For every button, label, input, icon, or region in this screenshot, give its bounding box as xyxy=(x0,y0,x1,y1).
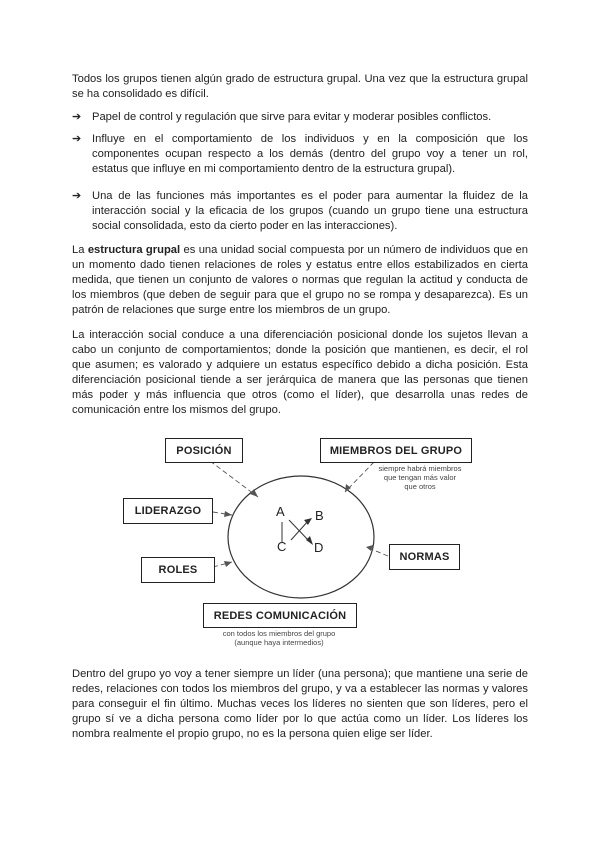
box-posicion: POSICIÓN xyxy=(165,438,243,463)
miembros-note-line: siempre habrá miembros xyxy=(378,464,462,473)
bullet-item xyxy=(72,189,528,234)
definition-pre: La xyxy=(72,244,88,256)
definition-post: es una unidad social compuesta por un número de individuos que en un momento dado tienen relaciones de roles y estatus entre ellos estabilizados en cierta medida, que tienen un conjunto de valores o normas que regulan la actitud y conducta de los miembros (que deben de seguir para que el grupo no se rompa y desaparezca). Es un patrón de relaciones que surge entre los miembros de un grupo. xyxy=(72,244,528,316)
box-liderazgo: LIDERAZGO xyxy=(123,498,213,524)
node-c: C xyxy=(277,539,287,554)
arrowheads xyxy=(224,484,373,567)
bullet-item xyxy=(72,132,528,177)
box-redes: REDES COMUNICACIÓN xyxy=(203,603,357,628)
arrowhead-b xyxy=(304,518,312,525)
arrowhead-liderazgo xyxy=(224,511,232,517)
arrowhead-posicion xyxy=(250,489,258,497)
redes-note-line: con todos los miembros del grupo xyxy=(222,629,336,638)
arrow-normas xyxy=(366,547,388,556)
bullet-item xyxy=(72,110,528,125)
miembros-note xyxy=(360,464,480,491)
definition-term: estructura grupal xyxy=(87,244,181,256)
group-circle xyxy=(228,476,374,598)
definition-paragraph xyxy=(72,243,528,318)
arrow-icon: ➔ xyxy=(72,111,82,123)
arrow-icon: ➔ xyxy=(72,190,82,202)
arrow-liderazgo xyxy=(213,512,232,515)
edge-c-b xyxy=(291,520,309,540)
intro-paragraph: Todos los grupos tienen algún grado de estructura grupal. Una vez que la estructura grupal se ha consolidado es difícil. xyxy=(72,73,528,100)
redes-note xyxy=(203,629,355,647)
box-normas: NORMAS xyxy=(389,544,460,570)
miembros-note-line: que otros xyxy=(404,482,436,491)
bullet-text: Papel de control y regulación que sirve para evitar y moderar posibles conflictos. xyxy=(92,111,492,123)
closing-paragraph: Dentro del grupo yo voy a tener siempre un líder (una persona); que mantiene una serie de redes, relaciones con todos los miembros del grupo, y va a establecer las normas y valores para conseguir el fin último. Muchas veces los líderes no sienten que son líderes, pero el grupo sí ve a dicha persona como líder por lo que actúa como un líder. Los líderes los nombra realmente el propio grupo, no es la persona quien elige ser líder. xyxy=(72,668,528,740)
node-d: D xyxy=(314,540,324,555)
bullet-text: Influye en el comportamiento de los individuos y en la composición que los componentes ocupan respecto a los demás (dentro del grupo voy a tener un rol, estatus que influye en mi comportamiento dentro de la estructura grupal). xyxy=(92,133,528,175)
interaction-paragraph: La interacción social conduce a una diferenciación posicional donde los sujetos llevan a cabo un conjunto de comportamientos; donde la posición que mantienen, es decir, el rol que asumen; es valorado y adquiere un estatus específico debido a dicha posición. Esta diferenciación posicional tiende a ser jerárquica de manera que las personas que tienen más poder y más influencia que otros (como el líder), que desarrolla unas redes de comunicación entre los mismos del grupo. xyxy=(72,329,528,416)
node-b: B xyxy=(315,508,324,523)
arrow-roles xyxy=(213,562,232,567)
bullet-list xyxy=(72,110,528,241)
miembros-note-line: que tengan más valor xyxy=(383,473,457,482)
box-roles: ROLES xyxy=(141,557,215,583)
bullet-text: Una de las funciones más importantes es el poder para aumentar la fluidez de la interacción social y la eficacia de los grupos (cuando un grupo tiene una estructura social consolidada, esto da cierto poder en las interacciones). xyxy=(92,190,528,232)
redes-note-line: (aunque haya intermedios) xyxy=(234,638,324,647)
arrowhead-d xyxy=(306,536,313,545)
arrowhead-miembros xyxy=(345,484,351,492)
edge-a-d xyxy=(289,520,310,542)
arrowhead-roles xyxy=(224,561,232,567)
arrowhead-normas xyxy=(366,545,373,551)
box-miembros: MIEMBROS DEL GRUPO xyxy=(320,438,472,463)
arrow-icon: ➔ xyxy=(72,133,82,145)
arrow-posicion xyxy=(210,461,258,497)
node-a: A xyxy=(276,504,285,519)
